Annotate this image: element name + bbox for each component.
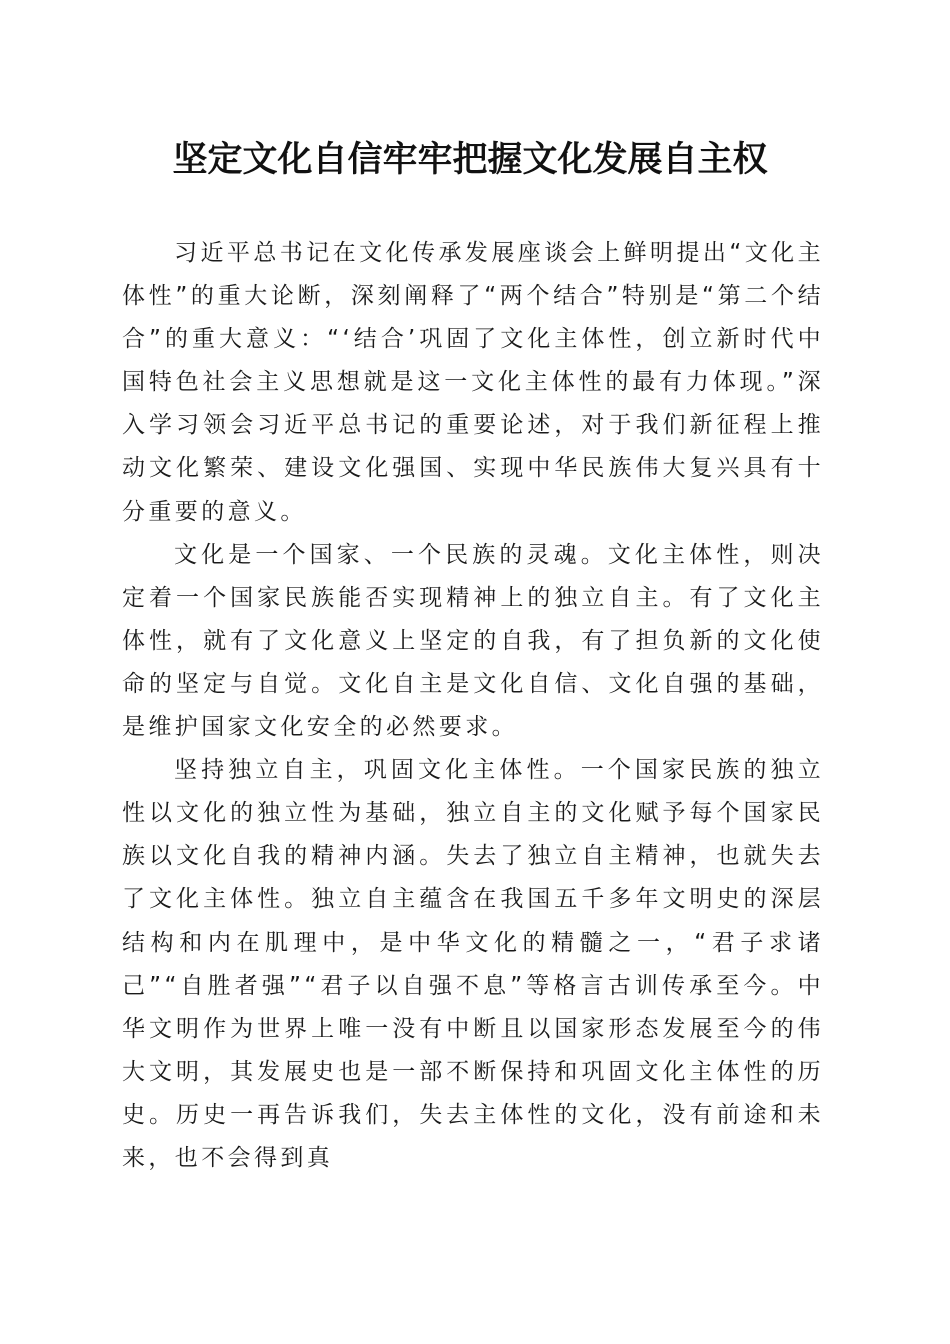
document-body	[122, 232, 824, 1180]
paragraph-3: 坚持独立自主，巩固文化主体性。一个国家民族的独立性以文化的独立性为基础，独立自主的文化赋予每个国家民族以文化自我的精神内涵。失去了独立自主精神，也就失去了文化主体性。独立自主蕴含在我国五千多年文明史的深层结构和内在肌理中，是中华文化的精髓之一，“君子求诸己”“自胜者强”“君子以自强不息”等格言古训传承至今。中华文明作为世界上唯一没有中断且以国家形态发展至今的伟大文明，其发展史也是一部不断保持和巩固文化主体性的历史。历史一再告诉我们，失去主体性的文化，没有前途和未来，也不会得到真	[122, 757, 824, 1171]
paragraph-2: 文化是一个国家、一个民族的灵魂。文化主体性，则决定着一个国家民族能否实现精神上的独立自主。有了文化主体性，就有了文化意义上坚定的自我，有了担负新的文化使命的坚定与自觉。文化自主是文化自信、文化自强的基础，是维护国家文化安全的必然要求。	[122, 541, 824, 741]
page-title: 坚定文化自信牢牢把握文化发展自主权	[172, 139, 768, 180]
paragraph-1: 习近平总书记在文化传承发展座谈会上鲜明提出“文化主体性”的重大论断，深刻阐释了“两个结合”特别是“第二个结合”的重大意义：“‘结合’巩固了文化主体性，创立新时代中国特色社会主义思想就是这一文化主体性的最有力体现。”深入学习领会习近平总书记的重要论述，对于我们新征程上推动文化繁荣、建设文化强国、实现中华民族伟大复兴具有十分重要的意义。	[122, 240, 824, 525]
